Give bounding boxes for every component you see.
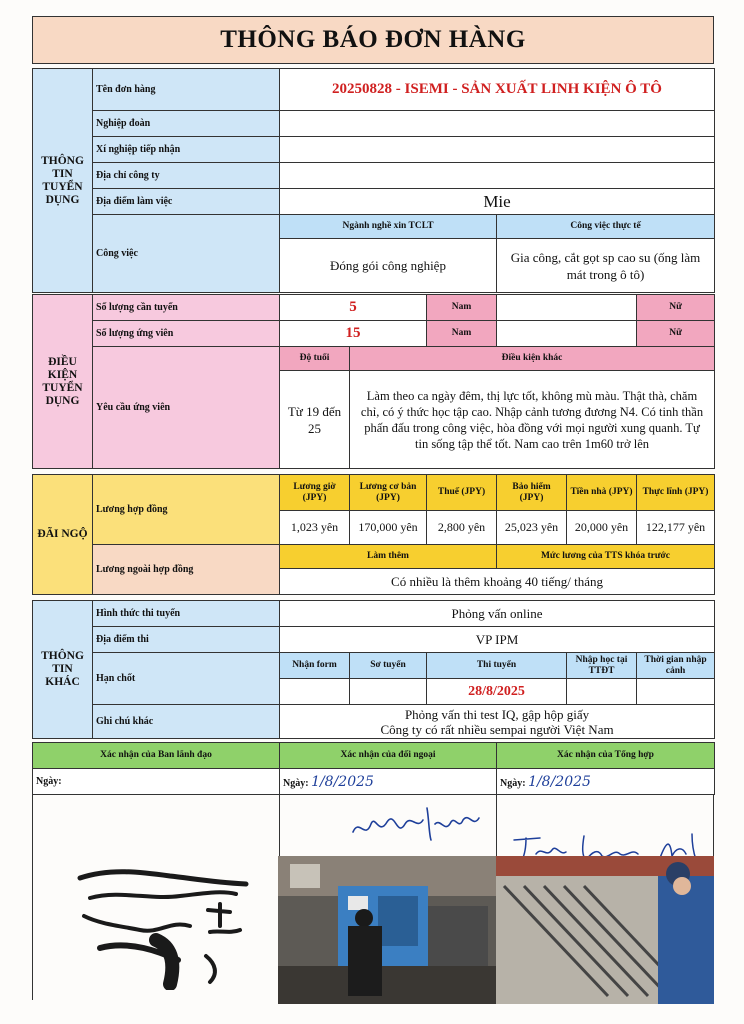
need-male-value (497, 295, 637, 321)
need-count-value: 5 (280, 295, 427, 321)
note-line-1: Phỏng vấn thi test IQ, gập hộp giấy (404, 706, 590, 722)
enterprise-label: Xí nghiệp tiếp nhận (93, 137, 280, 163)
external-confirm-header: Xác nhận của đối ngoại (280, 743, 497, 769)
union-label: Nghiệp đoàn (93, 111, 280, 137)
form-deadline-value (280, 679, 350, 705)
address-label: Địa chỉ công ty (93, 163, 280, 189)
leader-confirm-header: Xác nhận của Ban lãnh đạo (33, 743, 280, 769)
date-label: Ngày: (500, 777, 526, 789)
deadline-label: Hạn chốt (93, 653, 280, 705)
candidate-count-value: 15 (280, 321, 427, 347)
other-conditions-value: Làm theo ca ngày đêm, thị lực tốt, không mù màu. Thật thà, chăm chỉ, có ý thức học tập cao. Nhập cảnh tương đương N4. Có tinh thần phấn đấu trong công việc, hòa đồng với mọi người xung quanh. Tự tin sống tập thể tốt. Nam cao trên 1m60 trở lên (350, 371, 715, 469)
screening-deadline-value (350, 679, 427, 705)
job-col1-value: Đóng gói công nghiệp (280, 239, 497, 293)
salary-header: Tiền nhà (JPY) (567, 475, 637, 511)
location-label: Địa điểm làm việc (93, 189, 280, 215)
salary-header: Thuế (JPY) (427, 475, 497, 511)
enrollment-value (567, 679, 637, 705)
exam-place-label: Địa điểm thi (93, 627, 280, 653)
contract-salary-label: Lương hợp đồng (93, 475, 280, 545)
job-label: Công việc (93, 215, 280, 293)
need-male-label: Nam (427, 295, 497, 321)
left-border (32, 794, 33, 1000)
salary-value: 20,000 yên (567, 511, 637, 545)
age-value: Từ 19 đến 25 (280, 371, 350, 469)
external-date-value: 1/8/2025 (311, 773, 374, 790)
extra-salary-label: Lương ngoài hợp đồng (93, 545, 280, 595)
overtime-header: Làm thêm (280, 545, 497, 569)
exam-form-value: Phỏng vấn online (280, 601, 715, 627)
note-value (280, 705, 715, 739)
order-name-label: Tên đơn hàng (93, 69, 280, 111)
leader-date (33, 769, 280, 795)
salary-header: Lương giờ (JPY) (280, 475, 350, 511)
date-label: Ngày: (283, 777, 309, 789)
senior-salary-header: Mức lương của TTS khóa trước (497, 545, 715, 569)
deadline-header: Sơ tuyển (350, 653, 427, 679)
general-date-value: 1/8/2025 (528, 773, 591, 790)
deadline-header: Nhận form (280, 653, 350, 679)
section-label-benefits: ĐÃI NGỘ (33, 475, 93, 595)
divider (279, 794, 280, 856)
benefits-table (32, 474, 715, 595)
conditions-table (32, 294, 715, 469)
salary-value: 170,000 yên (350, 511, 427, 545)
need-female-label: Nữ (637, 295, 715, 321)
right-border (713, 794, 714, 856)
other-conditions-header: Điều kiện khác (350, 347, 715, 371)
exam-place-value: VP IPM (280, 627, 715, 653)
deadline-header: Nhập học tại TTĐT (567, 653, 637, 679)
factory-photo (278, 856, 714, 1004)
external-date (280, 769, 497, 795)
deadline-header: Thời gian nhập cảnh (637, 653, 715, 679)
general-date (497, 769, 715, 795)
note-line-2: Công ty có rất nhiều sempai người Việt Nam (380, 721, 614, 737)
requirements-label: Yêu cầu ứng viên (93, 347, 280, 469)
job-col1-header: Ngành nghề xin TCLT (280, 215, 497, 239)
overtime-value: Có nhiều là thêm khoảng 40 tiếng/ tháng (280, 569, 715, 595)
date-label: Ngày: (36, 776, 62, 787)
entry-time-value (637, 679, 715, 705)
age-header: Độ tuổi (280, 347, 350, 371)
need-count-label: Số lượng cần tuyển (93, 295, 280, 321)
deadline-header: Thi tuyển (427, 653, 567, 679)
section-label-info: THÔNG TIN TUYỂN DỤNG (33, 69, 93, 293)
location-value: Mie (280, 189, 715, 215)
salary-value: 1,023 yên (280, 511, 350, 545)
candidate-count-label: Số lượng ứng viên (93, 321, 280, 347)
external-signature (345, 800, 495, 850)
salary-header: Lương cơ bản (JPY) (350, 475, 427, 511)
rubber-hose-image (60, 860, 260, 990)
salary-value: 122,177 yên (637, 511, 715, 545)
salary-header: Bảo hiểm (JPY) (497, 475, 567, 511)
exam-form-label: Hình thức thi tuyển (93, 601, 280, 627)
address-value (280, 163, 715, 189)
salary-header: Thực lĩnh (JPY) (637, 475, 715, 511)
salary-value: 2,800 yên (427, 511, 497, 545)
candidate-male-label: Nam (427, 321, 497, 347)
job-col2-value: Gia công, cắt gọt sp cao su (ống làm mát trong ô tô) (497, 239, 715, 293)
exam-date-value: 28/8/2025 (427, 679, 567, 705)
section-label-other: THÔNG TIN KHÁC (33, 601, 93, 739)
salary-value: 25,023 yên (497, 511, 567, 545)
job-col2-header: Công việc thực tế (497, 215, 715, 239)
confirmation-table (32, 742, 715, 795)
section-label-conditions: ĐIỀU KIỆN TUYỂN DỤNG (33, 295, 93, 469)
recruitment-info-table (32, 68, 715, 293)
union-value (280, 111, 715, 137)
page-title: THÔNG BÁO ĐƠN HÀNG (32, 16, 714, 64)
general-confirm-header: Xác nhận của Tổng hợp (497, 743, 715, 769)
other-info-table (32, 600, 715, 739)
divider (496, 794, 497, 856)
candidate-male-value (497, 321, 637, 347)
enterprise-value (280, 137, 715, 163)
order-name-value: 20250828 - ISEMI - SẢN XUẤT LINH KIỆN Ô TÔ (280, 69, 715, 111)
note-label: Ghi chú khác (93, 705, 280, 739)
candidate-female-label: Nữ (637, 321, 715, 347)
